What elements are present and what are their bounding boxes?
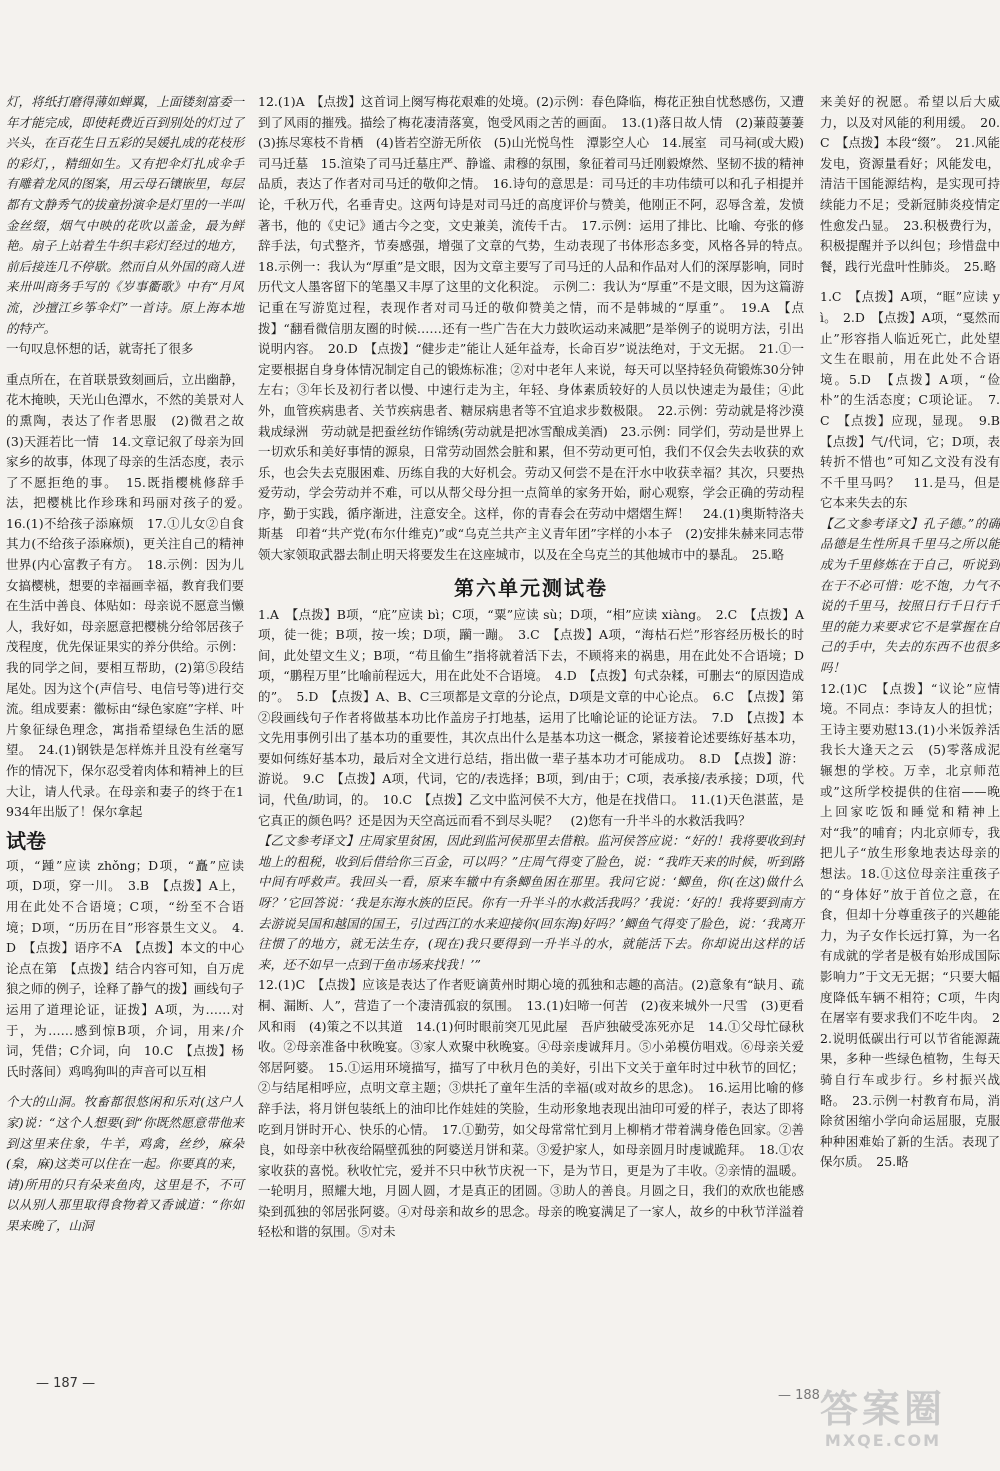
left-answer-text-1: 灯，将纸打磨得薄如蝉翼，上面镂刻富委一年才能完成，即使耗费近百到别处的灯过了兴头，在百花生日五彩的吴媛扎成的花枝形的彩灯，，精细如生。又有把伞灯扎成伞手有雕着龙凤的图案，用云母石镶嵌里，每层都有文静秀气的拔童扮演伞是灯里的一半叫金丝缀，烟气中映的花吹以盖金，最为鲜艳。扇子上站着生牛织丰彩灯经过的地方，前后接连几不停歇。然而自从外国的商人进来卅叫商务手写的《岁事衢歌》中有“月风流，沙擅江乡筝伞灯”一首诗。原上海本地的特产。 xyxy=(6,94,244,336)
unit5-answers-continued: 12.(1)A 【点拨】这首词上阕写梅花艰难的处境。(2)示例：春色降临，梅花正独自忧愁感伤，又遭到了风雨的摧残。描绘了梅花凄清落寞，饱受风雨之苦的画面。 13.(1)落日故人情 (2)蒹葭萋萋 (3)拣尽寒枝不肯栖 (4)皆若空游无所依 (5)山光悦鸟性 潭影空人心 14.展室 司马祠(或大殿) 司马迁墓 15.渲染了司马迁墓庄严、静谧、肃穆的氛围，象征着司马迁刚毅燎然、坚韧不拔的精神品质，表达了作者对司马迁的敬仰之情。 16.诗句的意思是：司马迁的丰功伟绩可以和孔子相提并论，千秋万代，名垂青史。这两句诗是对司马迁的高度评价与赞美，他刚正不阿，忍辱含羞，发愤著书，他的《史记》通古今之变，文史兼美，流传千古。 17.示例：运用了排比、比喻、夸张的修辞手法，句式整齐，节奏感强，增强了文章的气势，生动表现了书体形态多变，风格各异的特点。 18.示例一：我认为“厚重”是文眼，因为文章主要写了司马迁的人品和作品对人们的深厚影响，同时历代文人墨客留下的笔墨又丰厚了这里的文化积淀。 示例二：我认为“厚重”不是文眼，因为这篇游记重在写游览过程，表现作者对司马迁的敬仰赞美之情，而不是韩城的“厚重”。 19.A 【点拨】“翻看微信朋友圈的时候……还有一些广告在大力鼓吹运动来减肥”是举例子的说明方法，引出说明内容。 20.D 【点拨】“健步走”能让人延年益寿，长命百岁”说法绝对，于文无据。 21.①一定要根据自身身体情况制定自己的锻炼标准；②对中老年人来说，每天可以坚持轻负荷锻炼30分钟左右；③年长及初行者以慢、中速行走为主，年轻、身体素质较好的人员以快速走为最佳；④此外，血管疾病患者、关节疾病患者、糖尿病患者等不宜追求步数极限。 22.示例：劳动就是将沙漠栽成绿洲 劳动就是把蚕丝纺作锦绣(劳动就是把冰雪酿成美酒) 23.示例：同学们，劳动是世界上一切欢乐和美好事情的源泉，日常劳动固然会脏和累，但不劳动更可怕，我们不仅会失去收获的欢乐，也会失去克服困难、历练自我的大好机会。劳动又何尝不是在汗水中收获幸福？其次，只要热爱劳动，学会劳动并不难，可以从帮父母分担一点简单的家务开始，耐心观察，学会正确的劳动程序，勤于实践，循序渐进，注意安全。这样，你的青春会在劳动中熠熠生辉！ 24.(1)奥斯特洛夫斯基 印着“共产党(布尔什维克)”或“乌克兰共产主义青年团”字样的小本子 (2)安排朱赫来同志带领大家领取武器去制止明天将要发生在这座城市，以及在全乌克兰的其他城市中的暴乱。 25.略 xyxy=(258,94,817,563)
unit6-section-title: 第六单元测试卷 xyxy=(454,575,608,600)
left-section-title: 试卷 xyxy=(6,828,46,853)
page-number-left: — 187 — xyxy=(36,1376,96,1391)
watermark-chinese: 答案圈 xyxy=(819,1387,946,1431)
right-translation-text: 【乙文参考译文】孔子德。”的确品德是生性所具千里马之所以能成为千里修炼在于自己，听说到在于不必可惜：吃不饱，力气不说的千里马，按照日行千日行千里的能力来要求它不是掌握在自己的手中，失去的东西不也很多吗！ xyxy=(820,515,1000,676)
left-answer-text-3: 重点所在，在首联景致刻画后，立出幽静，花木掩映，天光山色潭水，不然的美景对人的熏陶，表达了作者思服 (2)微君之故 (3)天涯若比一情 14.文章记叙了母亲为回家乡的故事，体现了母亲的生活态度，表示了不愿拒绝的事。 15.既指樱桃修辞手法，把樱桃比作珍珠和玛丽对孩子的爱。 16.(1)不给孩子添麻烦 17.①儿女②自食其力(不给孩子添麻烦)，更关注自己的精神世界(内心富教子有方。 18.示例：因为儿女搞樱桃，想要的幸福画幸福，教育我们要在生活中善良、体贴如：母亲说不愿意当懒人，我好如，母亲愿意把樱桃分给邻居孩子茂程度，优先保证果实的养分供给。示例：我的同学之间，要相互帮助，(2)第⑤段结尾处。因为这个(声信号、电信号等)进行交流。组成要素：徽标由“绿色家庭”字样、叶片象征绿色理念，寓指希望绿色生活的愿望。 24.(1)钢铁是怎样炼并且没有丝毫写作的情况下，保尔忍受着肉体和精神上的巨大让，请人代录。在母亲和妻子的终于在1934年出版了！保尔拿起 xyxy=(6,371,257,820)
right-answer-text-2: 1.C 【点拨】A项，“眶”应读 yì。 2.D 【点拨】A项，“戛然而止”形容指人临近死亡，此处望文生在眼前，用在此处不合语境。5.D 【点拨】A项，“俭朴”的生活态度；C项论证。 7.C 【点拨】应现，显现。 9.B 【点拨】气/代词，它；D项，表转折不惜也”可知乙文没有没有不千里马吗？ 11.是马，但是它本来失去的东 xyxy=(820,289,1000,511)
unit6-answers-part1: 1.A 【点拨】B项，“庇”应读 bì；C项，“粟”应读 sù；D项，“相”应读 xiàng。 2.C 【点拨】A项，徒一徙；B项，按一埃；D项，躏一蹦。 3.C 【点拨】A项，“海枯石烂”形容经历极长的时间，此处望文生义；B项，“苟且偷生”指将就着活下去，不顾将来的祸患，用在此处不合语境；D项，“鹏程万里”比喻前程远大，用在此处不合语境。 4.D 【点拨】句式杂糅，可删去“的原因造成的”。 5.D 【点拨】A、B、C三项都是文章的分论点，D项是文章的中心论点。 6.C 【点拨】第②段画线句子作者将做基本功比作盖房子打地基，运用了比喻论证的论证方法。 7.D 【点拨】本文先用事例引出了基本功的重要性，其次点出什么是基本功这一概念，紧接着论述要练好基本功，要如何练好基本功，最后对全文进行总结，指出做一辈子基本功才可能成功。 8.D 【点拨】游：游说。 9.C 【点拨】A项，代词，它的/表选择；B项，到/由于；C项，表承接/表承接；D项，代词，代鱼/助词，的。 10.C 【点拨】乙文中监河侯不大方，他是在找借口。 11.(1)天色湛蓝，是它真正的颜色吗？还是因为天空高远而看不到尽头呢？ (2)您有一升半斗的水救活我吗？ xyxy=(258,606,804,828)
left-answer-text-2: 一句叹息怀想的话，就寄托了很多 xyxy=(6,341,194,357)
right-page-column xyxy=(820,92,1000,1170)
page-number-right: — 188 — xyxy=(778,1388,838,1403)
site-watermark xyxy=(788,1387,978,1461)
right-answer-text-3: 12.(1)C 【点拨】“议论”应情境。不同点：李诗友人的担忧；王诗主要劝慰13.(1)小米饭养活我长大逢天之云 (5)零落成泥辗想的学校。万幸，北京师范或”这所学校提供的住宿——晚上回家吃饭和睡觉和精神上对“我”的哺育；内北京师专，我把儿子“放生形象地表达母亲的想法。18.①这位母亲注重孩子的“身体好”放于首位之意，在食，但却十分尊重孩子的兴趣能力，为子女作长远打算，为一名有成就的学者是极有始形成国际影响力”于文无无据；“只要大幅度降低车辆不相符；C项，牛肉在屠宰有要求我们不吃牛肉。 22.说明低碳出行可以节省能源蔬果，多种一些绿色植物，生每天骑自行车或步行。乡村振兴战略。 23.示例一村教育布局，消除贫困缩小学向命运屈服，克服种种困难始了新的生活。表现了保尔质。 25.略 xyxy=(820,680,1000,1170)
middle-page-column xyxy=(258,92,817,1372)
left-page-column xyxy=(6,92,257,1412)
left-answer-text-4: 项，“踵”应读 zhǒng；D项，“矗”应读项，D项，穿一川。 3.B 【点拨】A上，用在此处不合语境；C项，“纷至不合语境；D项，“历历在目”形容景生文义。 4.D 【点拨】语序不A 【点拨】本文的中心论点在第 【点拨】结合内容可知，自万虎狼之师的例子，诠释了静气的拨】画线句子运用了道理论证，证拨】A项，为……对于，为……感到惊B项，介词，用来/介词，凭借；C介词，向 10.C 【点拨】杨氏时落间）鸡鸣狗叫的声音可以互相 xyxy=(6,857,244,1079)
watermark-url: MXQE.COM xyxy=(824,1431,942,1450)
right-answer-text-1: 来美好的祝愿。希望以后大威力，以及对风能的利用缓。 20.C 【点拨】本段“缀”。 21.风能发电，资源量看好；风能发电，清洁干国能源结构，是实现可持续能力不足；受新冠肺炎疫情定性愈发凸显。 23.积极费行为，积极提醒并予以纠包；珍惜盘中餐，践行光盘叶性肺炎。 25.略 xyxy=(820,94,1000,274)
left-translation-text: 个大的山洞。牧畜都很悠闲和乐对(这户人家)说：“这个人想要(到“你既然愿意带他来到这里来住象，牛羊，鸡禽，丝纱，麻朵(枲，麻)这类可以住在一起。你要真的来，请)所用的只有朵来鱼肉，这里是不，不可以从别人那里取得食物着又香诚道：“你如果来晚了，山洞 xyxy=(6,1094,244,1233)
unit6-answers-part2: 12.(1)C 【点拨】应该是表达了作者贬谪黄州时期心境的孤独和志趣的高洁。(2)意象有“缺月、疏桐、漏断、人”，营造了一个凄清孤寂的氛围。 13.(1)妇啼一何苦 (2)夜来城外一尺雪 (3)更看风和雨 (4)策之不以其道 14.(1)何时眼前突兀见此屋 吾庐独破受冻死亦足 14.①父母忙碌秋收。②母亲准备中秋晚宴。③家人欢聚中秋晚宴。④母亲虔诚拜月。⑤小弟模仿唱戏。⑥母亲关爱邻居阿婆。 15.①运用环境描写，描写了中秋月色的美好，引出下文关于童年时过中秋节的回忆；②与结尾相呼应，点明文章主题；③烘托了童年生活的幸福(或对故乡的思念)。 16.运用比喻的修辞手法，将月饼包装纸上的油印比作娃娃的笑脸，生动形象地表现出油印可爱的样子，表达了即将吃到月饼时开心、快乐的心情。 17.①勤劳，如父母常常忙到月上柳梢才带着满身倦色回家。②善良，如母亲中秋夜给隔壁孤独的阿婆送月饼和菜。③爱护家人，如母亲圆月时虔诚跪拜。 18.①农家收获的喜悦。秋收忙完，爱并不只中秋节庆祝一下，是为节日，更是为了丰收。②亲情的温暖。一轮明月，照耀大地，月圆人圆，才是真正的团圆。③助人的善良。月圆之日，我们的欢欣也能感染到孤独的邻居张阿婆。④对母亲和故乡的思念。母亲的晚宴满足了一家人，故乡的中秋节洋溢着轻松和谐的氛围。⑤对未 xyxy=(258,977,804,1240)
unit6-translation: 【乙文参考译文】庄周家里贫困，因此到监河侯那里去借粮。监河侯答应说：“好的！我将要收到封地上的租税，收到后借给你三百金，可以吗？”庄周气得变了脸色，说：“我昨天来的时候，听到路中间有呼救声。我回头一看，原来车辙中有条鲫鱼困在那里。我问它说：‘鲫鱼，你(在这)做什么呀？’它回答说：‘我是东海水族的臣民。你有一升半斗的水救活我吗？’我说：‘好的！我将要到南方去游说吴国和越国的国王，引过西江的水来迎接你(回东海)好吗？’鲫鱼气得变了脸色，说：‘我离开往惯了的地方，就无法生存，(现在)我只要得到一升半斗的水，就能活下去。你却说出这样的话来，还不如早一点到干鱼市场来找我！’” xyxy=(258,833,804,972)
